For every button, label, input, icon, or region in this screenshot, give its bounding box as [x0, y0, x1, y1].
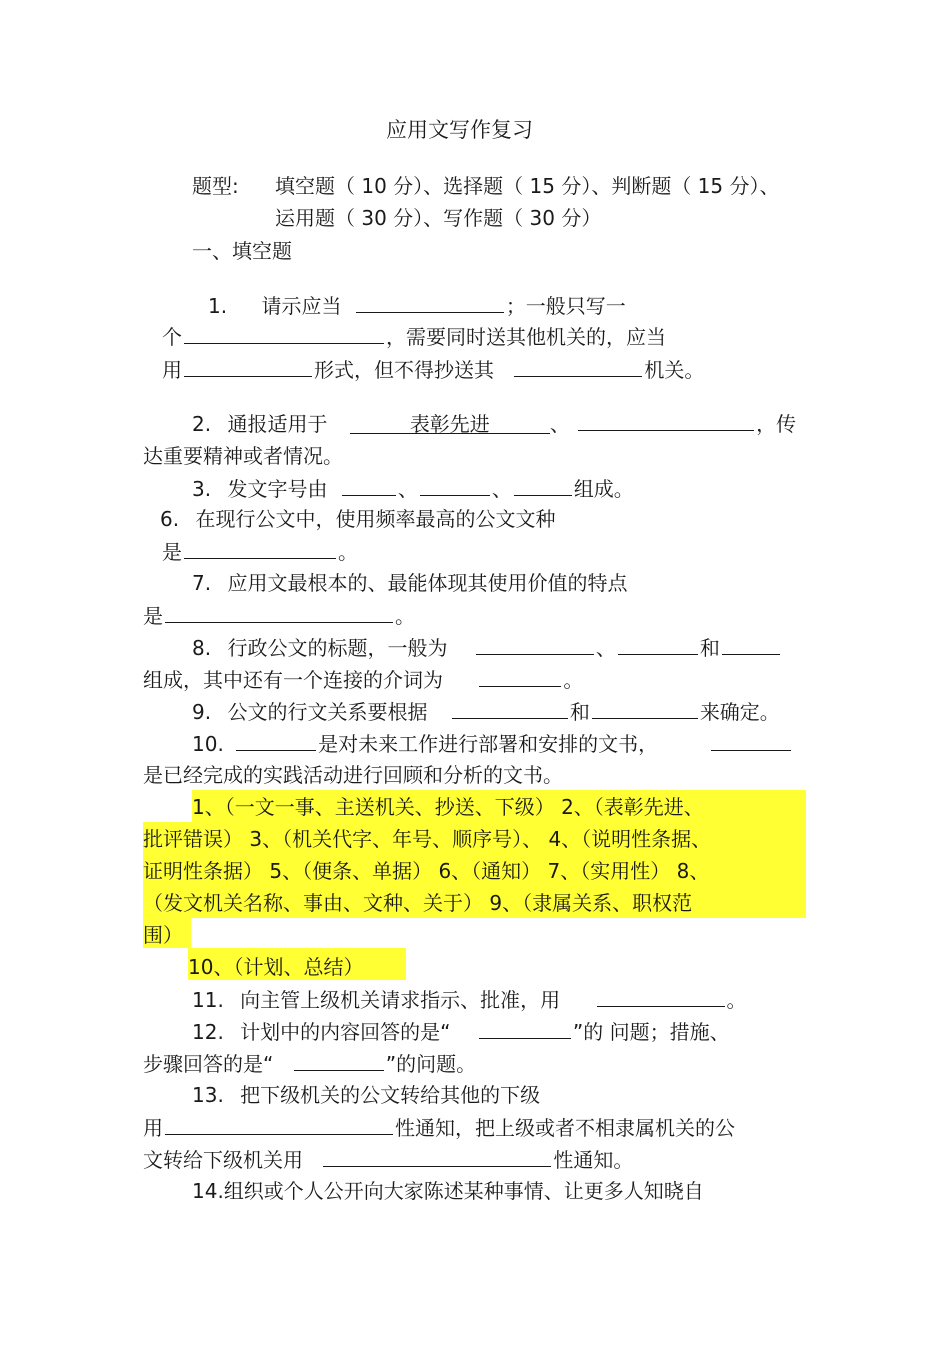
- question-number: 13.: [192, 1083, 224, 1107]
- question-14-line1: [192, 1178, 704, 1204]
- question-number: 7.: [192, 571, 212, 595]
- question-text: 应用文最根本的、最能体现其使用价值的特点: [227, 571, 628, 595]
- question-12-line2: [143, 1050, 476, 1077]
- question-text: 个: [162, 325, 182, 349]
- section-heading: 一、填空题: [192, 239, 292, 263]
- question-number: 14.: [192, 1179, 224, 1203]
- question-number: 3.: [192, 477, 212, 501]
- question-number: 12.: [192, 1020, 224, 1044]
- separator: 、: [595, 636, 616, 660]
- question-text: 发文字号由: [227, 477, 328, 501]
- answer-blank[interactable]: [165, 1114, 393, 1135]
- answer-blank[interactable]: [165, 602, 393, 623]
- question-text: 行政公文的标题，一般为: [227, 636, 448, 660]
- document-title: 应用文写作复习: [386, 118, 533, 142]
- question-text: 性通知，把上级或者不相隶属机关的公: [395, 1116, 735, 1140]
- question-text: ”的问题。: [385, 1052, 477, 1076]
- question-text: 用: [162, 358, 182, 382]
- question-text: 是对未来工作进行部署和安排的文书，: [318, 732, 659, 756]
- filled-answer: 表彰先进: [350, 411, 550, 434]
- answer-blank[interactable]: [618, 634, 698, 655]
- question-number: 10.: [192, 732, 224, 756]
- question-text: 和: [569, 700, 590, 724]
- question-text: 组成。: [573, 477, 634, 501]
- question-number: 8.: [192, 636, 212, 660]
- separator: 、: [549, 412, 570, 436]
- answer-blank[interactable]: [514, 475, 572, 496]
- question-number: 1.: [208, 294, 228, 318]
- question-7-line2: [143, 602, 415, 629]
- question-text: 。: [338, 540, 358, 564]
- answer-blank[interactable]: [323, 1146, 551, 1167]
- question-text: 是: [162, 540, 182, 564]
- question-2-line2: 达重要精神或者情况。: [143, 444, 343, 468]
- answer-blank[interactable]: [184, 356, 312, 377]
- question-text: ，传: [756, 412, 797, 436]
- question-types-line2: 运用题（ 30 分）、写作题（ 30 分）: [275, 206, 602, 230]
- answer-key-line1: 1、（一文一事、主送机关、抄送、下级） 2、（表彰先进、: [192, 795, 704, 819]
- separator: 、: [491, 477, 512, 501]
- question-text: 把下级机关的公文转给其他的下级: [240, 1083, 541, 1107]
- question-text: 向主管上级机关请求指示、批准，用: [240, 988, 561, 1012]
- answer-blank[interactable]: [722, 634, 780, 655]
- question-text: ，需要同时送其他机关的，应当: [386, 325, 666, 349]
- question-number: 11.: [192, 988, 224, 1012]
- question-1-line1: [208, 292, 626, 319]
- question-text: 组成，其中还有一个连接的介词为: [143, 668, 443, 692]
- question-text: 通报适用于: [227, 412, 328, 436]
- question-text: 。: [395, 604, 415, 628]
- question-11: [192, 986, 747, 1013]
- question-text: 步骤回答的是“: [143, 1052, 274, 1076]
- question-text: ；一般只写一: [505, 294, 626, 318]
- question-text: 用: [143, 1116, 163, 1140]
- answer-blank[interactable]: [597, 986, 725, 1007]
- answer-blank[interactable]: [356, 292, 504, 313]
- question-text: 请示应当: [261, 294, 342, 318]
- answer-blank[interactable]: [236, 730, 316, 751]
- question-text: 公文的行文关系要根据: [227, 700, 428, 724]
- answer-blank[interactable]: [184, 323, 384, 344]
- question-text: 机关。: [644, 358, 705, 382]
- question-types-label: 题型:: [192, 174, 239, 198]
- question-text: 组织或个人公开向大家陈述某种事情、让更多人知晓自: [223, 1179, 704, 1203]
- question-text: 性通知。: [553, 1148, 634, 1172]
- answer-key-line3: 证明性条据） 5、（便条、单据） 6、（通知） 7、（实用性） 8、: [143, 859, 710, 883]
- question-13-line2: [143, 1114, 735, 1141]
- answer-blank[interactable]: [420, 475, 490, 496]
- question-text: 和: [699, 636, 720, 660]
- answer-blank[interactable]: [514, 356, 642, 377]
- question-number: 2.: [192, 412, 212, 436]
- question-1-line2: [162, 323, 666, 350]
- question-10-line2: 是已经完成的实践活动进行回顾和分析的文书。: [143, 763, 563, 787]
- question-text: 。: [726, 988, 747, 1012]
- answer-blank[interactable]: [592, 698, 698, 719]
- question-3: [192, 475, 634, 502]
- question-1-line3: [162, 356, 704, 383]
- answer-blank[interactable]: [479, 1018, 571, 1039]
- question-13-line3: [143, 1146, 633, 1173]
- question-text: 。: [563, 668, 584, 692]
- answer-key-line5: 围）: [143, 923, 183, 947]
- question-types-line1: 填空题（ 10 分）、选择题（ 15 分）、判断题（ 15 分）、: [275, 174, 780, 198]
- question-6-line2: [162, 538, 358, 565]
- question-text: 文转给下级机关用: [143, 1148, 303, 1172]
- answer-key-line6: 10、（计划、总结）: [188, 955, 364, 979]
- question-text: 是: [143, 604, 163, 628]
- question-number: 9.: [192, 700, 212, 724]
- question-13-line1: [192, 1082, 540, 1108]
- question-12-line1: [192, 1018, 730, 1045]
- question-2-line1: [192, 410, 796, 437]
- question-8-line1: [192, 634, 782, 661]
- question-7-line1: [192, 570, 627, 596]
- question-text: 计划中的内容回答的是“: [240, 1020, 451, 1044]
- question-text: ”的 问题；措施、: [572, 1020, 730, 1044]
- question-text: 在现行公文中，使用频率最高的公文文种: [195, 507, 556, 531]
- question-9: [192, 698, 780, 725]
- question-8-line2: [143, 666, 583, 693]
- answer-blank[interactable]: [452, 698, 568, 719]
- answer-blank[interactable]: [184, 538, 336, 559]
- question-number: 6.: [160, 507, 180, 531]
- question-6-line1: [160, 506, 555, 532]
- answer-key-line2: 批评错误） 3、（机关代字、年号、顺序号）、 4、（说明性条据、: [143, 827, 712, 851]
- question-text: 形式，但不得抄送其: [314, 358, 494, 382]
- answer-key-line4: （发文机关名称、事由、文种、关于） 9、（隶属关系、职权范: [143, 891, 693, 915]
- answer-blank[interactable]: [578, 410, 754, 431]
- answer-blank[interactable]: [342, 475, 396, 496]
- question-10-line1: [192, 730, 793, 757]
- answer-blank[interactable]: [294, 1050, 384, 1071]
- answer-blank[interactable]: [476, 634, 594, 655]
- question-text: 来确定。: [699, 700, 780, 724]
- separator: 、: [397, 477, 418, 501]
- answer-blank[interactable]: [711, 730, 791, 751]
- answer-blank[interactable]: [479, 666, 561, 687]
